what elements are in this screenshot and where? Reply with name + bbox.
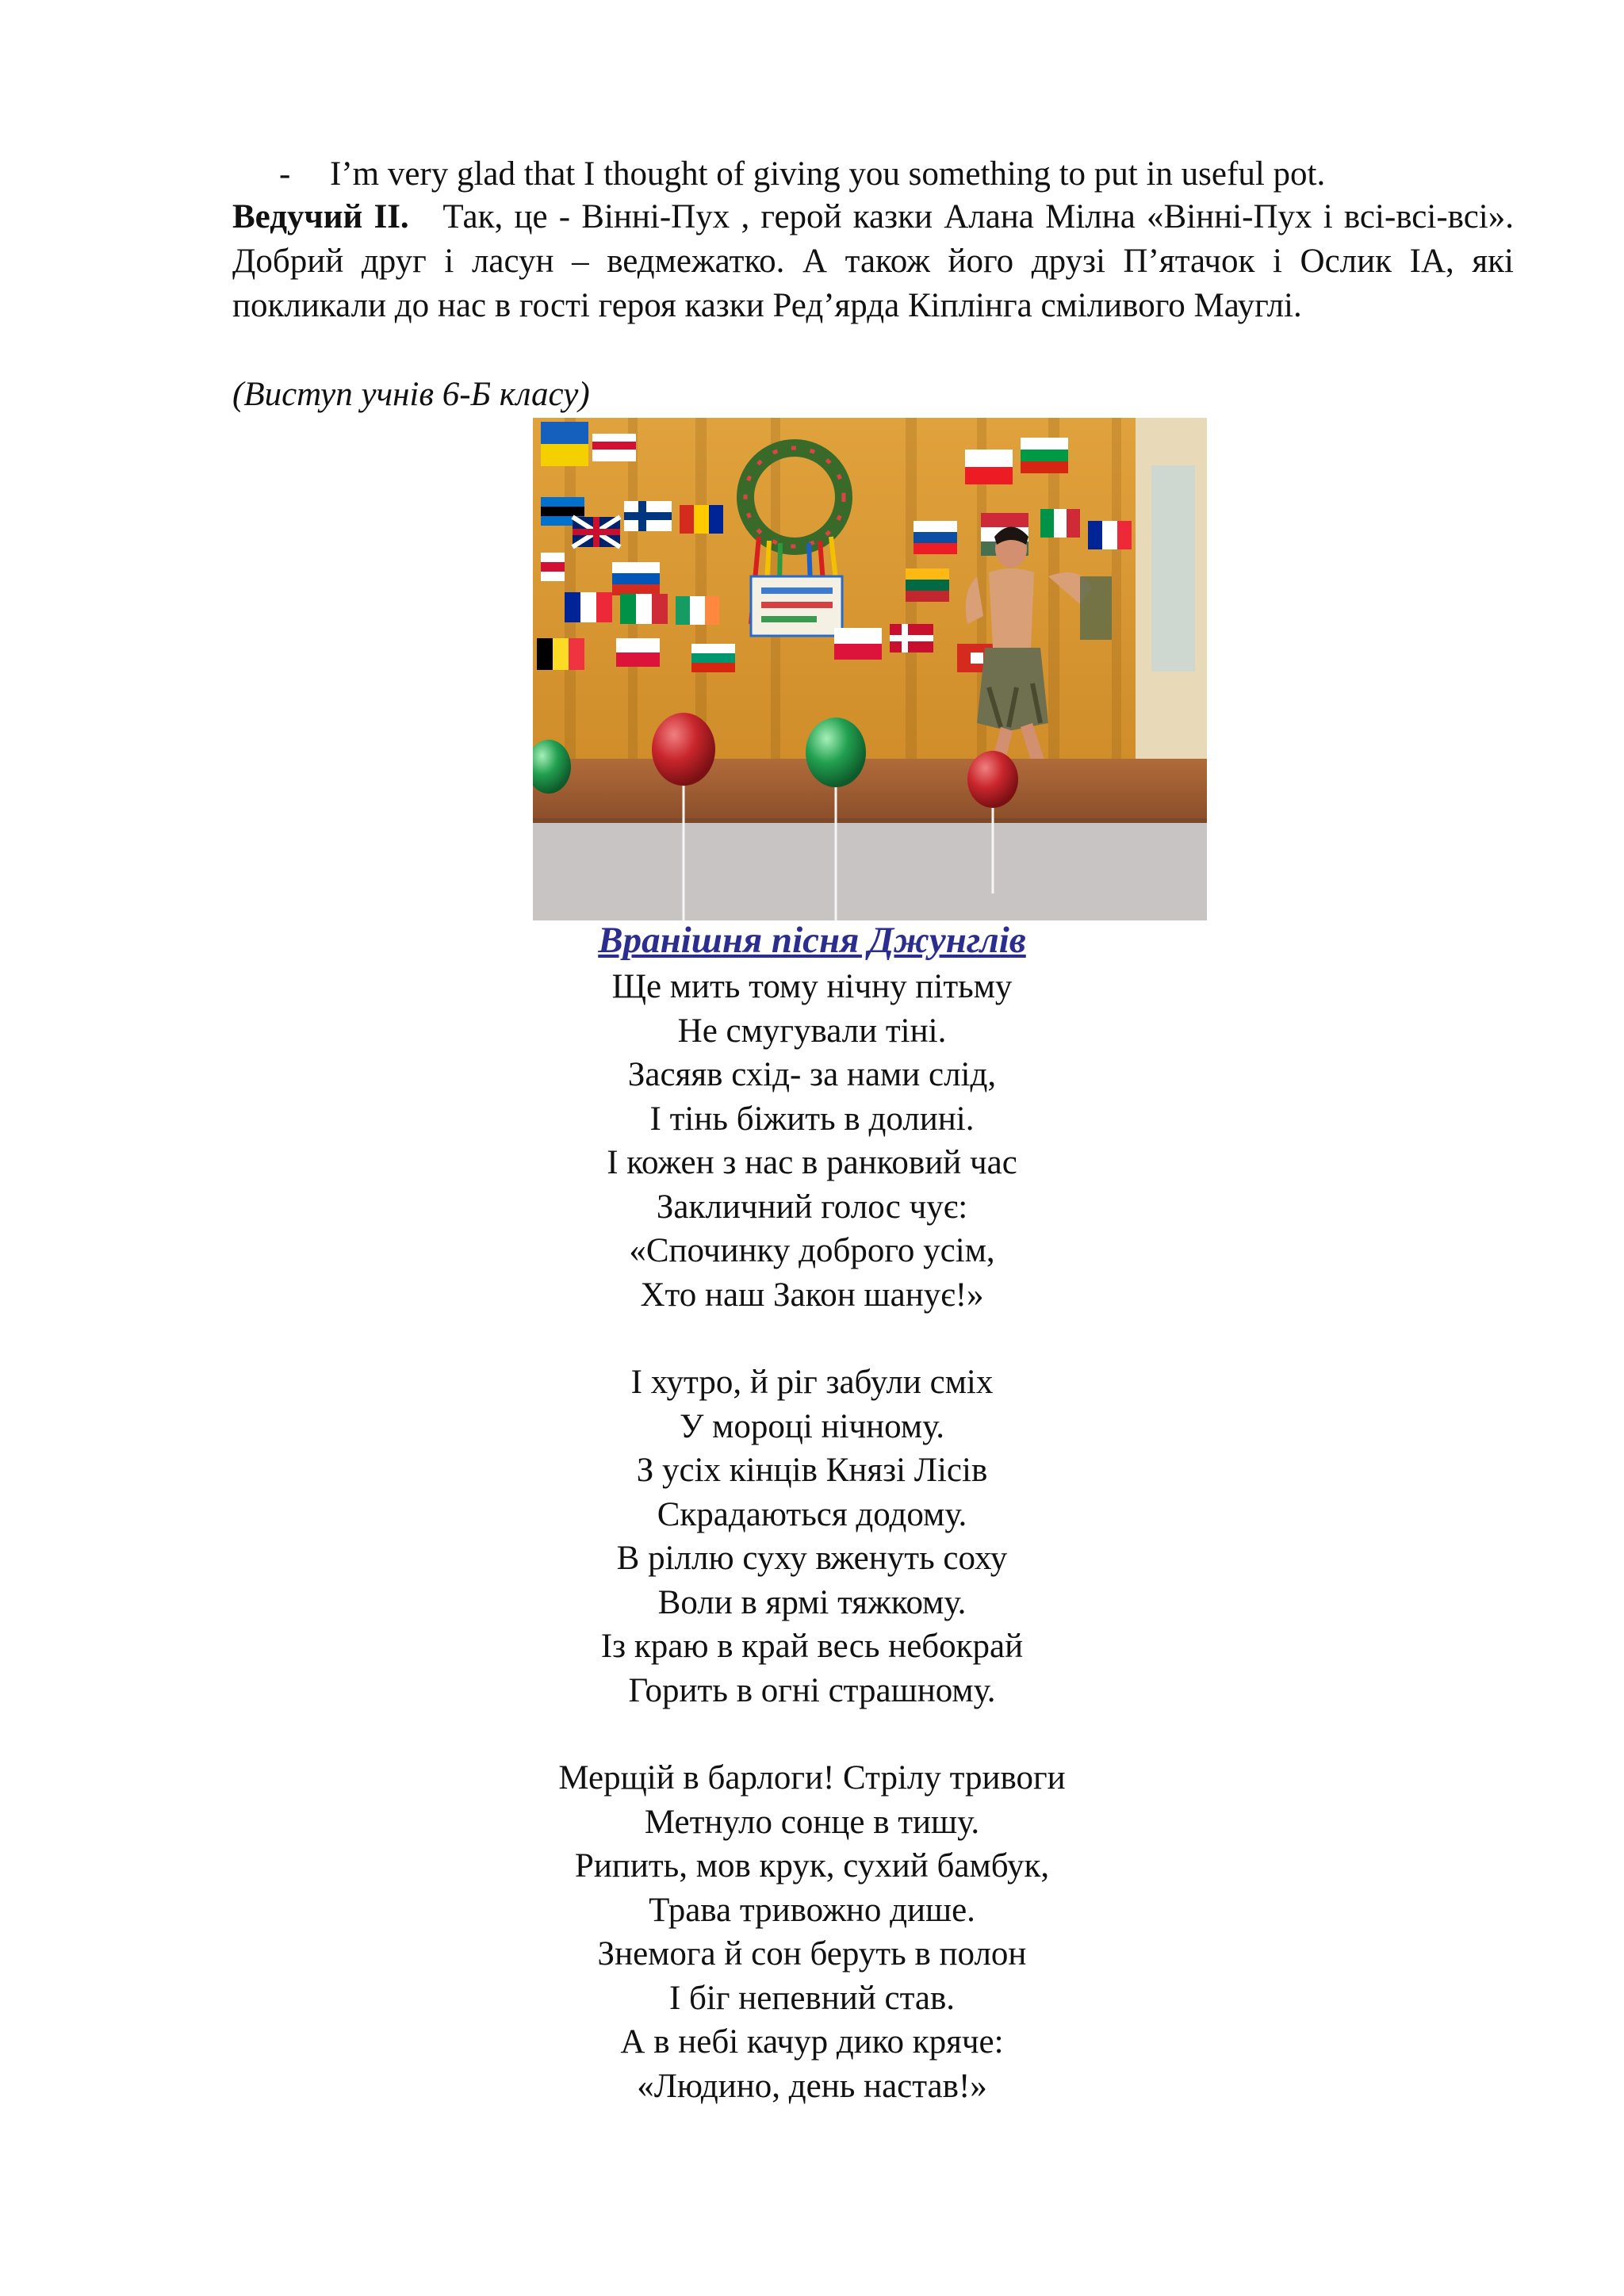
verse-line: Ще мить тому нічну пітьму [611,968,1013,1005]
verse-line: І хутро, й ріг забули сміх [630,1364,994,1401]
quote-text: I’m very glad that I thought of giving you something to put in useful pot. [330,155,1326,193]
verse-line: У мороці нічному. [679,1407,945,1445]
performance-note: (Виступ учнів 6-Б класу) [232,376,590,413]
verse-line: І тінь біжить в долині. [649,1100,975,1138]
speaker-label: Ведучий ІІ. [232,198,409,235]
verse-line: Із краю в край весь небокрай [600,1628,1024,1665]
song-title[interactable]: Вранішня пісня Джунглів [598,920,1026,961]
paragraph-text: Так, це - Вінні-Пух , герой казки Алана Мілна «Вінні-Пух і всі-всі-всі». Добрий друг і ласун – ведмежатко. А також його друзі П’ятачок і Ослик ІА, які покликали до нас в гості героя казки Ред’ярда Кіплінга сміливого Мауглі. [232,198,1514,324]
verse-line: Хто наш Закон шанує!» [640,1276,984,1314]
verse-line: Закличний голос чує: [656,1188,968,1226]
stanza-2 [0,1360,1624,1712]
verse-line: Метнуло сонце в тишу. [644,1803,980,1841]
stage-photo [533,418,1207,920]
stanza-1 [0,965,1624,1317]
verse-line: А в небі качур дико кряче: [620,2023,1004,2061]
verse-line: Скрадаються додому. [657,1495,967,1533]
verse-line: І кожен з нас в ранковий час [607,1144,1017,1181]
verse-line: «Спочинку доброго усім, [629,1232,995,1269]
quote-line [279,152,1325,197]
stanza-3 [0,1756,1624,2108]
verse-line: Не смугували тіні. [677,1012,947,1050]
verse-line: «Людино, день настав!» [637,2067,987,2105]
verse-line: Воли в ярмі тяжкому. [657,1583,967,1621]
verse-line: Трава тривожно дише. [649,1891,975,1929]
verse-line: Мерщій в барлоги! Стрілу тривоги [558,1759,1066,1797]
verse-line: І біг непевний став. [668,1979,956,2017]
verse-line: З усіх кінців Князі Лісів [636,1452,988,1489]
verse-line: В ріллю суху вженуть соху [616,1540,1008,1577]
host-paragraph [232,195,1514,328]
verse-line: Рипить, мов крук, сухий бамбук, [574,1847,1050,1885]
verse-line: Засяяв схід- за нами слід, [627,1056,997,1093]
verse-line: Знемога й сон беруть в полон [597,1935,1027,1973]
verse-line: Горить в огні страшному. [628,1671,996,1709]
dash-bullet: - [279,155,291,193]
